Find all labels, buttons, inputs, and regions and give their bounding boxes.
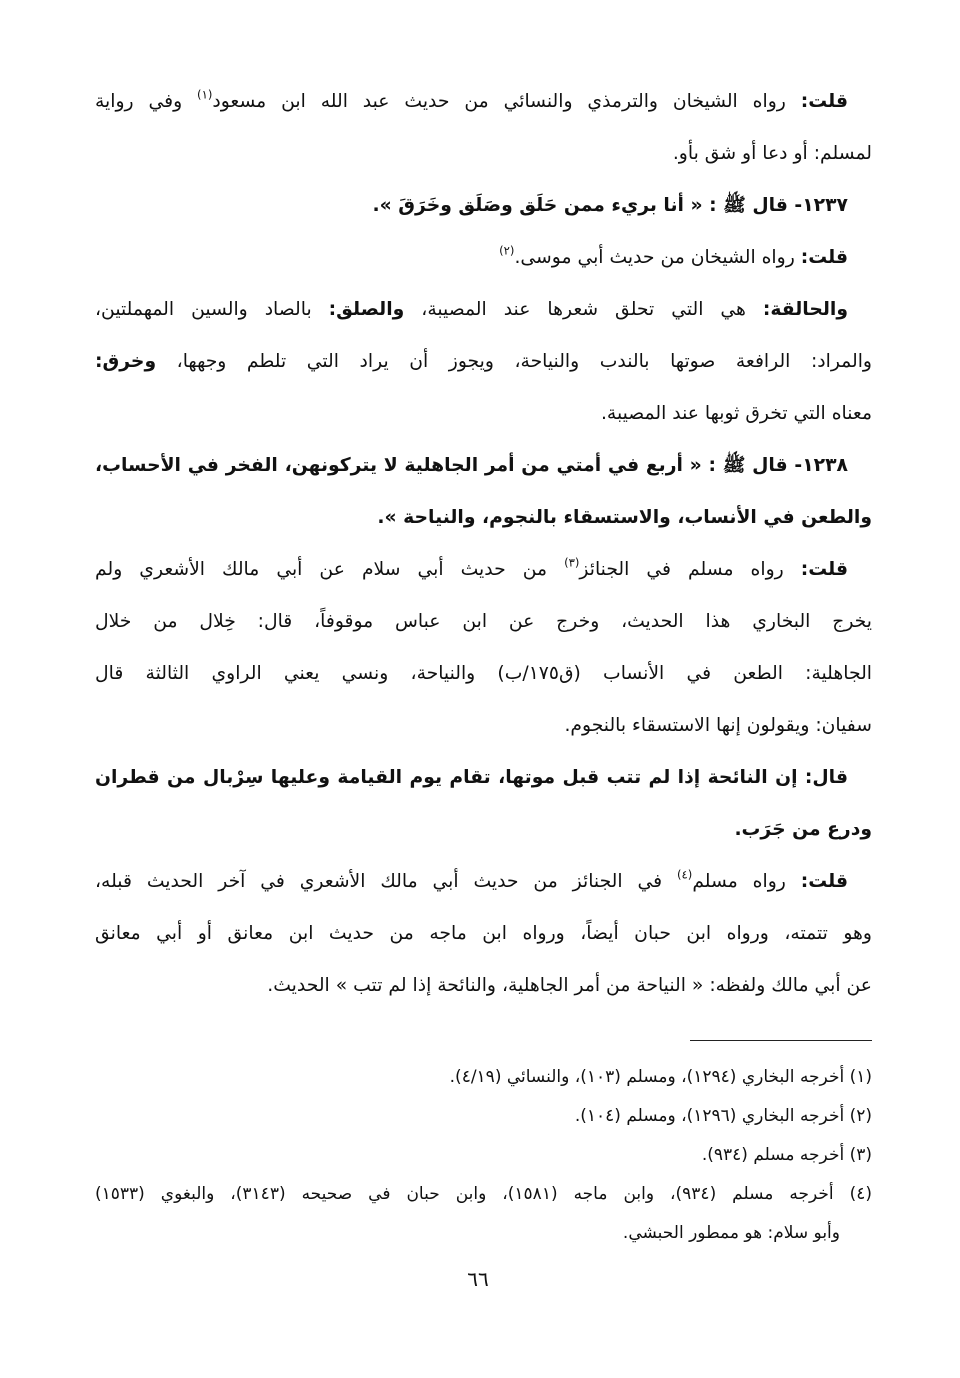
text-line: [95, 388, 872, 440]
paragraph: [95, 232, 872, 284]
emphasized-text: والصلق:: [328, 299, 405, 320]
text-line: [95, 700, 872, 752]
footnote-reference: (٤): [677, 867, 693, 882]
paragraph: [95, 752, 872, 856]
text-line: [95, 596, 872, 648]
emphasized-text: قلت:: [800, 871, 848, 892]
paragraph: [95, 284, 872, 440]
emphasized-text: قلت:: [800, 559, 849, 580]
text-line: [95, 908, 872, 960]
text-run: رواه مسلم في الجنائز: [579, 559, 801, 580]
footnote: [95, 1175, 872, 1253]
text-line: [95, 440, 872, 492]
paragraph: [95, 544, 872, 752]
emphasized-text: والطعن في الأنساب، والاستسقاء بالنجوم، والنياحة ».: [377, 507, 872, 528]
text-run: سفيان: ويقولون إنها الاستسقاء بالنجوم.: [564, 715, 872, 736]
text-line: [95, 856, 872, 908]
text-run: هي التي تحلق شعرها عند المصيبة،: [404, 299, 763, 320]
text-line: [95, 492, 872, 544]
text-run: والمراد: الرافعة صوتها بالندب والنياحة، ويجوز أن يراد التي تلطم وجهها،: [156, 351, 872, 372]
footnote-reference: (١): [197, 87, 213, 102]
text-run: في الجنائز من حديث أبي مالك الأشعري في آخر الحديث قبله،: [95, 871, 677, 892]
text-run: من حديث أبي سلام عن أبي مالك الأشعري ولم: [95, 559, 565, 580]
paragraph: [95, 856, 872, 1012]
paragraph: [95, 76, 872, 180]
main-text: [95, 76, 872, 1012]
emphasized-text: والحالقة:: [762, 299, 848, 320]
footnotes: [95, 1058, 872, 1253]
text-run: معناه التي تخرق ثوبها عند المصيبة.: [600, 403, 872, 424]
footnote-line: (٣) أخرجه مسلم (٩٣٤).: [701, 1145, 872, 1165]
emphasized-text: ١٢٣٨- قال ﷺ : « أربع في أمتي من أمر الجاهلية لا يتركونهن، الفخر في الأحساب،: [95, 455, 848, 476]
text-line: [95, 544, 872, 596]
footnote-separator: [690, 1040, 872, 1041]
text-line: [95, 752, 872, 804]
footnote-reference: (٣): [564, 555, 580, 570]
text-run: بالصاد والسين المهملتين،: [95, 299, 329, 320]
text-line: [95, 804, 872, 856]
paragraph: [95, 440, 872, 544]
text-line: [95, 284, 872, 336]
text-run: عن أبي مالك ولفظه: « النياحة من أمر الجاهلية، والنائحة إذا لم تتب » الحديث.: [267, 975, 872, 996]
text-line: [95, 232, 872, 284]
text-run: يخرج البخاري هذا الحديث، وخرج عن ابن عباس موقوفاً، قال: خِلال من خلال: [95, 611, 872, 632]
text-run: رواه الشيخان والترمذي والنسائي من حديث عبد الله ابن مسعود: [212, 91, 801, 112]
text-line: [95, 960, 872, 1012]
text-line: [95, 180, 872, 232]
footnote-line: (٢) أخرجه البخاري (١٢٩٦)، ومسلم (١٠٤).: [574, 1106, 872, 1126]
emphasized-text: قال: إن النائحة إذا لم تتب قبل موتها، تقام يوم القيامة وعليها سِرْبال من قطران: [95, 767, 848, 788]
emphasized-text: قلت:: [800, 91, 848, 112]
emphasized-text: قلت:: [800, 247, 848, 268]
footnote-line: (١) أخرجه البخاري (١٢٩٤)، ومسلم (١٠٣)، والنسائي (٤/١٩).: [449, 1067, 872, 1087]
page-number: ٦٦: [467, 1267, 489, 1291]
emphasized-text: ودرع من جَرَب.: [734, 819, 872, 840]
text-run: وفي رواية: [95, 91, 198, 112]
footnote-reference: (٢): [499, 243, 515, 258]
text-run: الجاهلية: الطعن في الأنساب (ق١٧٥/ب) والنياحة، ونسي يعني الراوي الثالثة قال: [95, 663, 872, 684]
text-line: [95, 128, 872, 180]
emphasized-text: وخرق:: [95, 351, 157, 372]
text-run: وهو تتمته، ورواه ابن حبان أيضاً، ورواه ابن ماجه من حديث ابن معانق أو أبي معانق: [95, 923, 872, 944]
footnote: [95, 1136, 872, 1175]
text-line: [95, 648, 872, 700]
footnote: [95, 1058, 872, 1097]
emphasized-text: ١٢٣٧- قال ﷺ : « أنا بريء ممن حَلَق وصَلَق وخَرَقَ ».: [372, 195, 848, 216]
text-line: [95, 76, 872, 128]
footnote: [95, 1097, 872, 1136]
text-run: رواه الشيخان من حديث أبي موسى.: [514, 247, 801, 268]
paragraph: [95, 180, 872, 232]
text-run: لمسلم: أو دعا أو شق بأو.: [672, 143, 872, 164]
footnote-line: وأبو سلام: هو ممطور الحبشي.: [622, 1223, 840, 1243]
text-run: رواه مسلم: [692, 871, 801, 892]
footnote-line: (٤) أخرجه مسلم (٩٣٤)، وابن ماجه (١٥٨١)، وابن حبان في صحيحه (٣١٤٣)، والبغوي (١٥٣٣): [95, 1184, 872, 1204]
text-line: [95, 336, 872, 388]
